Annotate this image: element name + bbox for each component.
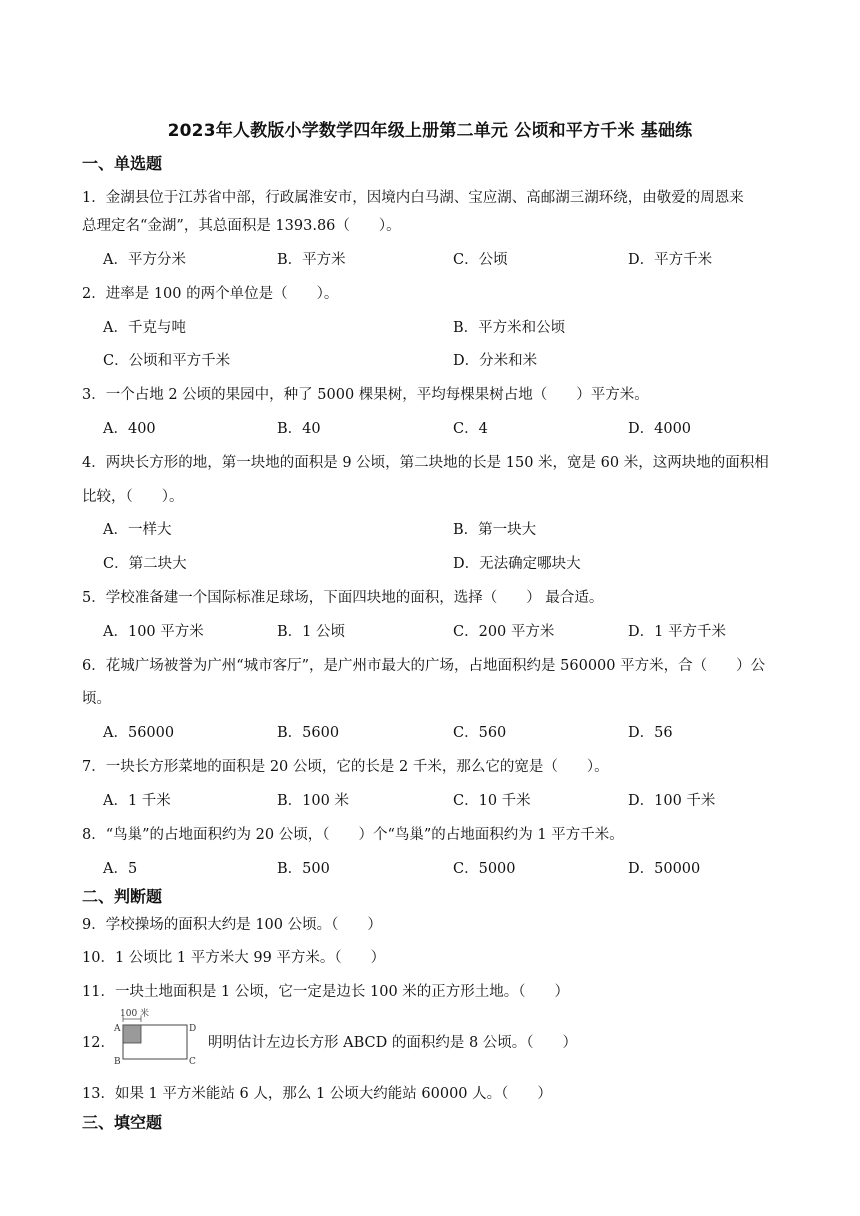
question-6-line-2: 顷。 <box>82 691 111 707</box>
question-6-option-c: C．560 <box>453 725 507 741</box>
vertex-label-d: D <box>189 1024 197 1034</box>
question-3-option-b: B．40 <box>277 421 321 437</box>
question-7-line-1: 7．一块长方形菜地的面积是 20 公顷，它的长是 2 千米，那么它的宽是（ ）。 <box>82 759 609 775</box>
question-8-option-b: B．500 <box>277 861 330 877</box>
question-5-option-d: D．1 平方千米 <box>628 624 726 640</box>
question-1-line-2: 总理定名“金湖”，其总面积是 1393.86（ ）。 <box>82 218 401 234</box>
question-8-line-1: 8．“鸟巢”的占地面积约为 20 公顷，（ ）个“鸟巢”的占地面积约为 1 平方千米。 <box>82 827 624 843</box>
section-heading-true-false: 二、判断题 <box>82 887 163 906</box>
question-3-option-d: D．4000 <box>628 421 692 437</box>
question-8-option-a: A．5 <box>103 861 138 877</box>
question-7-option-d: D．100 千米 <box>628 793 716 809</box>
question-2-line-1: 2．进率是 100 的两个单位是（ ）。 <box>82 286 339 302</box>
question-4-line-2: 比较，（ ）。 <box>82 489 184 505</box>
question-5-option-b: B．1 公顷 <box>277 624 345 640</box>
question-1-line-1: 1．金湖县位于江苏省中部，行政属淮安市，因境内白马湖、宝应湖、高邮湖三湖环绕，由敬爱的周恩来 <box>82 190 744 206</box>
question-12-number: 12． <box>82 1035 115 1051</box>
question-3-option-a: A．400 <box>103 421 156 437</box>
figure-length-label: 100 米 <box>120 1009 150 1019</box>
question-6-option-d: D．56 <box>628 725 673 741</box>
question-7-option-c: C．10 千米 <box>453 793 531 809</box>
question-9: 9．学校操场的面积大约是 100 公顷。（ ） <box>82 917 382 933</box>
question-7-option-b: B．100 米 <box>277 793 349 809</box>
question-4-option-a: A．一样大 <box>103 522 172 538</box>
question-6-option-a: A．56000 <box>103 725 175 741</box>
question-3-line-1: 3．一个占地 2 公顷的果园中，种了 5000 棵果树，平均每棵果树占地（ ）平方米。 <box>82 387 649 403</box>
rectangle-abcd-figure <box>113 1006 199 1068</box>
question-6-option-b: B．5600 <box>277 725 340 741</box>
question-5-line-1: 5．学校准备建一个国际标准足球场，下面四块地的面积，选择（ ） 最合适。 <box>82 590 604 606</box>
question-2-option-b: B．平方米和公顷 <box>453 320 566 336</box>
question-5-option-a: A．100 平方米 <box>103 624 204 640</box>
question-1-option-d: D．平方千米 <box>628 252 713 268</box>
question-4-option-b: B．第一块大 <box>453 522 537 538</box>
question-6-line-1: 6．花城广场被誉为广州“城市客厅”，是广州市最大的广场，占地面积约是 560000 平方米，合（ ）公 <box>82 658 766 674</box>
question-5-option-c: C．200 平方米 <box>453 624 555 640</box>
vertex-label-a: A <box>114 1024 121 1034</box>
question-8-option-c: C．5000 <box>453 861 516 877</box>
question-4-option-d: D．无法确定哪块大 <box>453 556 581 572</box>
question-1-option-b: B．平方米 <box>277 252 346 268</box>
question-2-option-d: D．分米和米 <box>453 353 538 369</box>
question-11: 11．一块土地面积是 1 公顷，它一定是边长 100 米的正方形土地。（ ） <box>82 984 570 1000</box>
vertex-label-b: B <box>114 1057 121 1067</box>
question-7-option-a: A．1 千米 <box>103 793 171 809</box>
question-12-text: 明明估计左边长方形 ABCD 的面积约是 8 公顷。（ ） <box>208 1035 578 1051</box>
question-4-option-c: C．第二块大 <box>103 556 187 572</box>
question-8-option-d: D．50000 <box>628 861 701 877</box>
question-1-option-a: A．平方分米 <box>103 252 186 268</box>
hectare-square <box>123 1025 141 1043</box>
question-4-line-1: 4．两块长方形的地，第一块地的面积是 9 公顷，第二块地的长是 150 米，宽是 60 米，这两块地的面积相 <box>82 455 769 471</box>
question-10: 10．1 公顷比 1 平方米大 99 平方米。（ ） <box>82 950 386 966</box>
question-2-option-c: C．公顷和平方千米 <box>103 353 231 369</box>
question-3-option-c: C．4 <box>453 421 488 437</box>
section-heading-single-choice: 一、单选题 <box>82 154 163 173</box>
question-2-option-a: A．千克与吨 <box>103 320 186 336</box>
page-title: 2023年人教版小学数学四年级上册第二单元 公顷和平方千米 基础练 <box>167 121 693 141</box>
vertex-label-c: C <box>189 1057 196 1067</box>
section-heading-fill-in: 三、填空题 <box>82 1113 163 1132</box>
question-1-option-c: C．公顷 <box>453 252 508 268</box>
question-13: 13．如果 1 平方米能站 6 人，那么 1 公顷大约能站 60000 人。（ ） <box>82 1086 552 1102</box>
